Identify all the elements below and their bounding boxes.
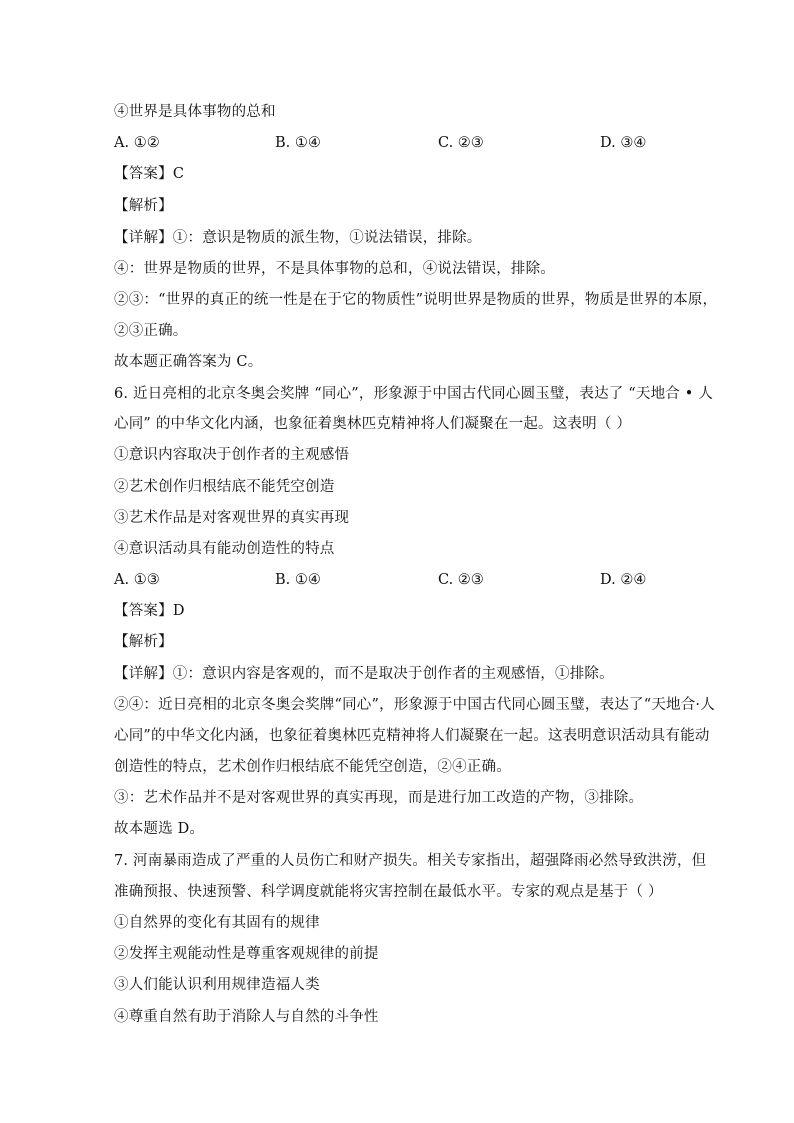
q5-option-c: C. ②③	[438, 135, 484, 151]
q5-answer	[114, 164, 184, 184]
q6-detail-line-5: ③：艺术作品并不是对客观世界的真实再现，而是进行加工改造的产物，③排除。	[114, 790, 644, 806]
q6-stem-line-2: 心同” 的中华文化内涵，也象征着奥林匹克精神将人们凝聚在一起。这表明（ ）	[114, 416, 632, 432]
q5-options	[114, 133, 674, 153]
q6-stem-line-1: 6. 近日亮相的北京冬奥会奖牌 “同心”，形象源于中国古代同心圆玉璧，表达了 “天地合 • 人	[114, 386, 714, 402]
q6-detail-line-2: ②④：近日亮相的北京冬奥会奖牌“同心”，形象源于中国古代同心圆玉璧，表达了“天地合·人	[114, 697, 715, 713]
q6-options	[114, 570, 674, 590]
q7-statement-1: ①自然界的变化有其固有的规律	[114, 915, 320, 931]
answer-value: C	[172, 166, 185, 182]
q6-detail-line-3: 心同”的中华文化内涵，也象征着奥林匹克精神将人们凝聚在一起。这表明意识活动具有能动	[114, 728, 710, 744]
q7-statement-3: ③人们能认识利用规律造福人类	[114, 977, 320, 993]
q5-statement-4: ④世界是具体事物的总和	[114, 104, 276, 120]
q7-stem-line-2: 准确预报、快速预警、科学调度就能将灾害控制在最低水平。专家的观点是基于（ ）	[114, 884, 663, 900]
answer-tag: 【答案】	[114, 166, 173, 182]
analysis-tag: 【解析】	[114, 198, 173, 214]
q7-stem-line-1: 7. 河南暴雨造成了严重的人员伤亡和财产损失。相关专家指出，超强降雨必然导致洪涝，但	[114, 853, 707, 869]
q5-analysis-tag	[114, 196, 173, 216]
q6-answer	[114, 601, 185, 621]
q5-option-d: D. ③④	[600, 135, 647, 151]
q6-option-b: B. ①④	[275, 572, 321, 588]
analysis-tag: 【解析】	[114, 634, 173, 650]
q6-statement-4: ④意识活动具有能动创造性的特点	[114, 541, 335, 557]
q6-statement-3: ③艺术作品是对客观世界的真实再现	[114, 510, 350, 526]
q5-detail-line-3: ②③：“世界的真正的统一性是在于它的物质性”说明世界是物质的世界，物质是世界的本原，	[114, 292, 718, 308]
q6-conclusion: 故本题选 D。	[114, 821, 205, 837]
answer-value: D	[172, 603, 185, 619]
answer-tag: 【答案】	[114, 603, 173, 619]
q5-option-b: B. ①④	[275, 135, 321, 151]
q6-option-d: D. ②④	[600, 572, 647, 588]
q6-option-a: A. ①③	[114, 572, 160, 588]
q6-analysis-tag	[114, 632, 173, 652]
q6-detail-line-4: 创造性的特点，艺术创作归根结底不能凭空创造，②④正确。	[114, 759, 511, 775]
q5-option-a: A. ①②	[114, 135, 160, 151]
q6-detail-line-1: 【详解】①：意识内容是客观的，而不是取决于创作者的主观感悟，①排除。	[114, 666, 614, 682]
q7-statement-4: ④尊重自然有助于消除人与自然的斗争性	[114, 1009, 379, 1025]
q6-statement-1: ①意识内容取决于创作者的主观感悟	[114, 447, 350, 463]
q5-detail-line-1: 【详解】①：意识是物质的派生物，①说法错误，排除。	[114, 230, 482, 246]
q6-option-c: C. ②③	[438, 572, 484, 588]
q5-detail-line-4: ②③正确。	[114, 323, 188, 339]
q6-statement-2: ②艺术创作归根结底不能凭空创造	[114, 479, 335, 495]
q7-statement-2: ②发挥主观能动性是尊重客观规律的前提	[114, 946, 379, 962]
q5-conclusion: 故本题正确答案为 C。	[114, 354, 263, 370]
q5-detail-line-2: ④：世界是物质的世界，不是具体事物的总和，④说法错误，排除。	[114, 261, 555, 277]
